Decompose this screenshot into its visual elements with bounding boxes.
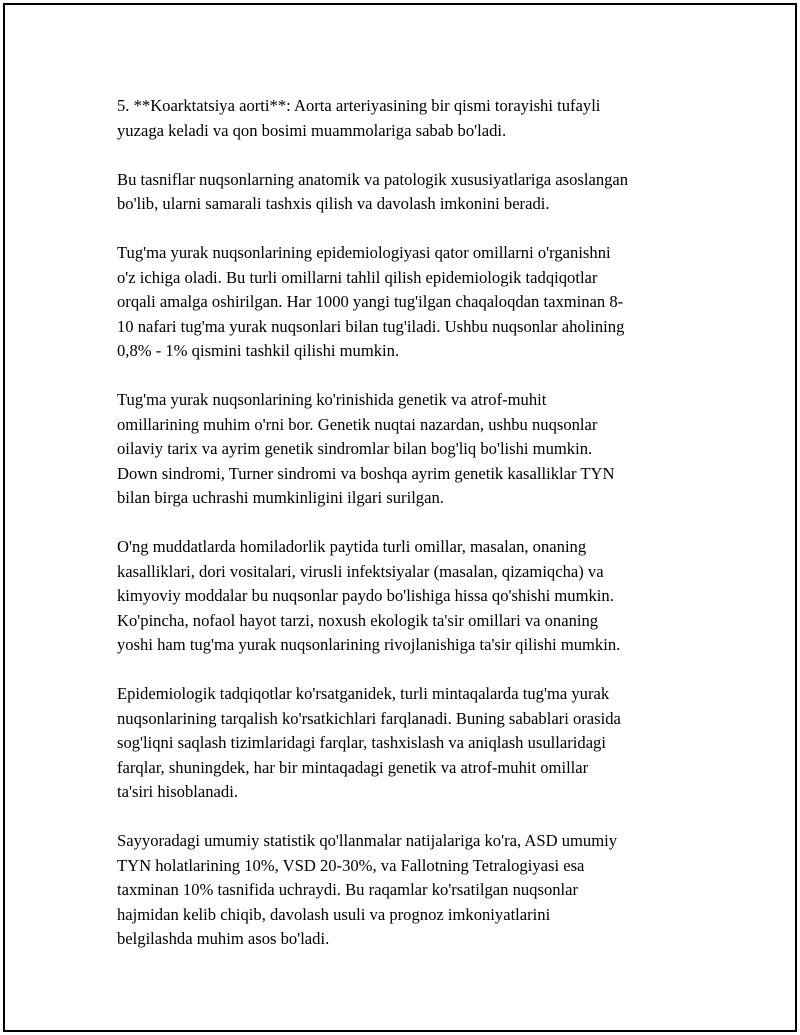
text-line: TYN holatlarining 10%, VSD 20-30%, va Fallotning Tetralogiyasi esa [117, 855, 585, 875]
text-line: ta'siri hisoblanadi. [117, 782, 238, 801]
text-line: yoshi ham tug'ma yurak nuqsonlarining rivojlanishiga ta'sir qilishi mumkin. [117, 635, 621, 654]
document-body [117, 94, 687, 976]
text-line: kasalliklari, dori vositalari, virusli infektsiyalar (masalan, qizamiqcha) va [117, 561, 604, 581]
text-line: oilaviy tarix va ayrim genetik sindromlar bilan bog'liq bo'lishi mumkin. [117, 439, 593, 458]
text-line: Tug'ma yurak nuqsonlarining ko'rinishida genetik va atrof-muhit [117, 390, 547, 409]
text-line: orqali amalga oshirilgan. Har 1000 yangi tug'ilgan chaqaloqdan taxminan 8- [117, 292, 624, 311]
text-line: 0,8% - 1% qismini tashkil qilishi mumkin. [117, 341, 400, 360]
text-line: 10 nafari tug'ma yurak nuqsonlari bilan tug'iladi. Ushbu nuqsonlar aholining [117, 316, 625, 336]
text-line: nuqsonlarining tarqalish ko'rsatkichlari farqlanadi. Buning sabablari orasida [117, 708, 621, 728]
text-line: kimyoviy moddalar bu nuqsonlar paydo bo'lishiga hissa qo'shishi mumkin. [117, 586, 614, 605]
paragraph-classification [117, 168, 687, 217]
text-line: bilan birga uchrashi mumkinligini ilgari surilgan. [117, 488, 444, 507]
text-line: farqlar, shuningdek, har bir mintaqadagi genetik va atrof-muhit omillar [117, 757, 589, 777]
text-line: 5. **Koarktatsiya aorti**: Aorta arteriyasining bir qismi torayishi tufayli [117, 96, 601, 115]
text-line: omillarining muhim o'rni bor. Genetik nuqtai nazardan, ushbu nuqsonlar [117, 414, 598, 434]
text-line: o'z ichiga oladi. Bu turli omillarni tahlil qilish epidemiologik tadqiqotlar [117, 267, 598, 287]
text-line: hajmidan kelib chiqib, davolash usuli va prognoz imkoniyatlarini [117, 904, 551, 924]
text-line: bo'lib, ularni samarali tashxis qilish va davolash imkonini beradi. [117, 194, 550, 213]
text-line: O'ng muddatlarda homiladorlik paytida turli omillar, masalan, onaning [117, 537, 587, 556]
paragraph-pregnancy-factors [117, 535, 687, 658]
text-line: yuzaga keladi va qon bosimi muammolariga sabab bo'ladi. [117, 120, 507, 140]
text-line: Sayyoradagi umumiy statistik qo'llanmalar natijalariga ko'ra, ASD umumiy [117, 831, 618, 850]
paragraph-genetic-factors [117, 388, 687, 511]
text-line: Bu tasniflar nuqsonlarning anatomik va patologik xususiyatlariga asoslangan [117, 169, 629, 189]
text-line: Tug'ma yurak nuqsonlarining epidemiologiyasi qator omillarni o'rganishni [117, 243, 611, 262]
paragraph-epidemiology [117, 241, 687, 364]
paragraph-statistics [117, 829, 687, 952]
paragraph-regional-differences [117, 682, 687, 805]
text-line: belgilashda muhim asos bo'ladi. [117, 929, 330, 948]
text-line: Ko'pincha, nofaol hayot tarzi, noxush ekologik ta'sir omillari va onaning [117, 610, 599, 630]
text-line: taxminan 10% tasnifida uchraydi. Bu raqamlar ko'rsatilgan nuqsonlar [117, 880, 579, 899]
paragraph-coarctation [117, 94, 687, 143]
text-line: Down sindromi, Turner sindromi va boshqa ayrim genetik kasalliklar TYN [117, 463, 615, 483]
text-line: Epidemiologik tadqiqotlar ko'rsatganidek, turli mintaqalarda tug'ma yurak [117, 684, 610, 703]
text-line: sog'liqni saqlash tizimlaridagi farqlar, tashxislash va aniqlash usullaridagi [117, 733, 606, 752]
